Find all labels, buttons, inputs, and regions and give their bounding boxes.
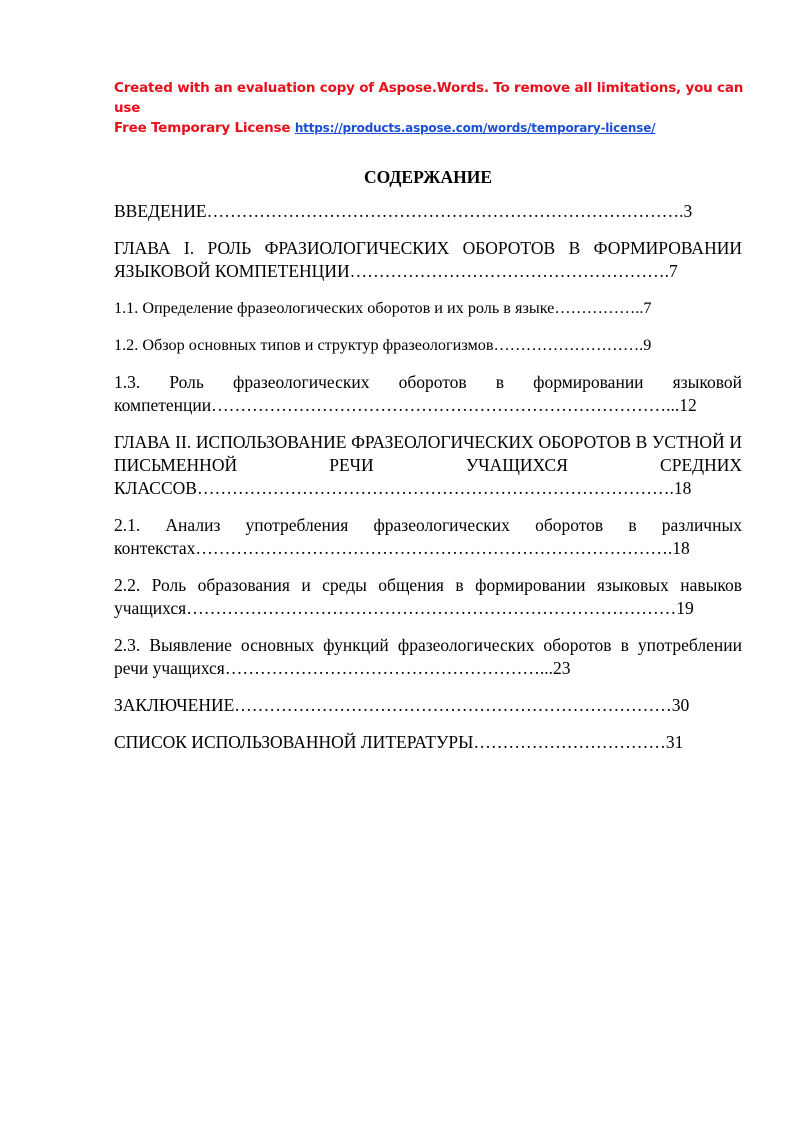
toc-title: СОДЕРЖАНИЕ — [363, 167, 492, 187]
toc-entry-2-3[interactable]: 2.3. Выявление основных функций фразеологических оборотов в употреблении речи учащихся………………………………………………...23 — [114, 635, 742, 678]
toc-entry-references[interactable]: СПИСОК ИСПОЛЬЗОВАННОЙ ЛИТЕРАТУРЫ……………………………31 — [114, 732, 684, 752]
toc-entry-1-2[interactable]: 1.2. Обзор основных типов и структур фразеологизмов……………………….9 — [114, 336, 652, 354]
toc-entry-conclusion[interactable]: ЗАКЛЮЧЕНИЕ…………………………………………………………………30 — [114, 695, 690, 715]
watermark-line-1: Created with an evaluation copy of Aspose.Words. To remove all limitations, you can use — [114, 80, 744, 116]
license-link[interactable]: https://products.aspose.com/words/temporary-license/ — [294, 121, 656, 135]
toc-entry-1-1[interactable]: 1.1. Определение фразеологических оборотов и их роль в языке……………..7 — [114, 299, 652, 317]
toc-entry-chapter-1[interactable]: ГЛАВА I. РОЛЬ ФРАЗИОЛОГИЧЕСКИХ ОБОРОТОВ В ФОРМИРОВАНИИ ЯЗЫКОВОЙ КОМПЕТЕНЦИИ……………………………………………….7 — [114, 238, 742, 281]
watermark-license-label: Free Temporary License — [114, 120, 295, 136]
evaluation-watermark — [114, 78, 754, 138]
toc-entry-2-1[interactable]: 2.1. Анализ употребления фразеологических оборотов в различных контекстах……………………………………………………………………….18 — [114, 515, 742, 558]
toc-entry-chapter-2[interactable]: ГЛАВА II. ИСПОЛЬЗОВАНИЕ ФРАЗЕОЛОГИЧЕСКИХ ОБОРОТОВ В УСТНОЙ И ПИСЬМЕННОЙ РЕЧИ УЧАЩИХСЯ СРЕДНИХ КЛАССОВ……………………………………………………………………….18 — [114, 432, 742, 498]
table-of-contents — [114, 200, 742, 768]
toc-entry-1-3[interactable]: 1.3. Роль фразеологических оборотов в формировании языковой компетенции……………………………………………………………………...12 — [114, 372, 742, 415]
toc-entry-introduction[interactable]: ВВЕДЕНИЕ……………………………………………………………………….3 — [114, 201, 693, 221]
watermark-line-2 — [114, 118, 754, 138]
toc-entry-2-2[interactable]: 2.2. Роль образования и среды общения в формировании языковых навыков учащихся…………………………………………………………………………19 — [114, 575, 742, 618]
